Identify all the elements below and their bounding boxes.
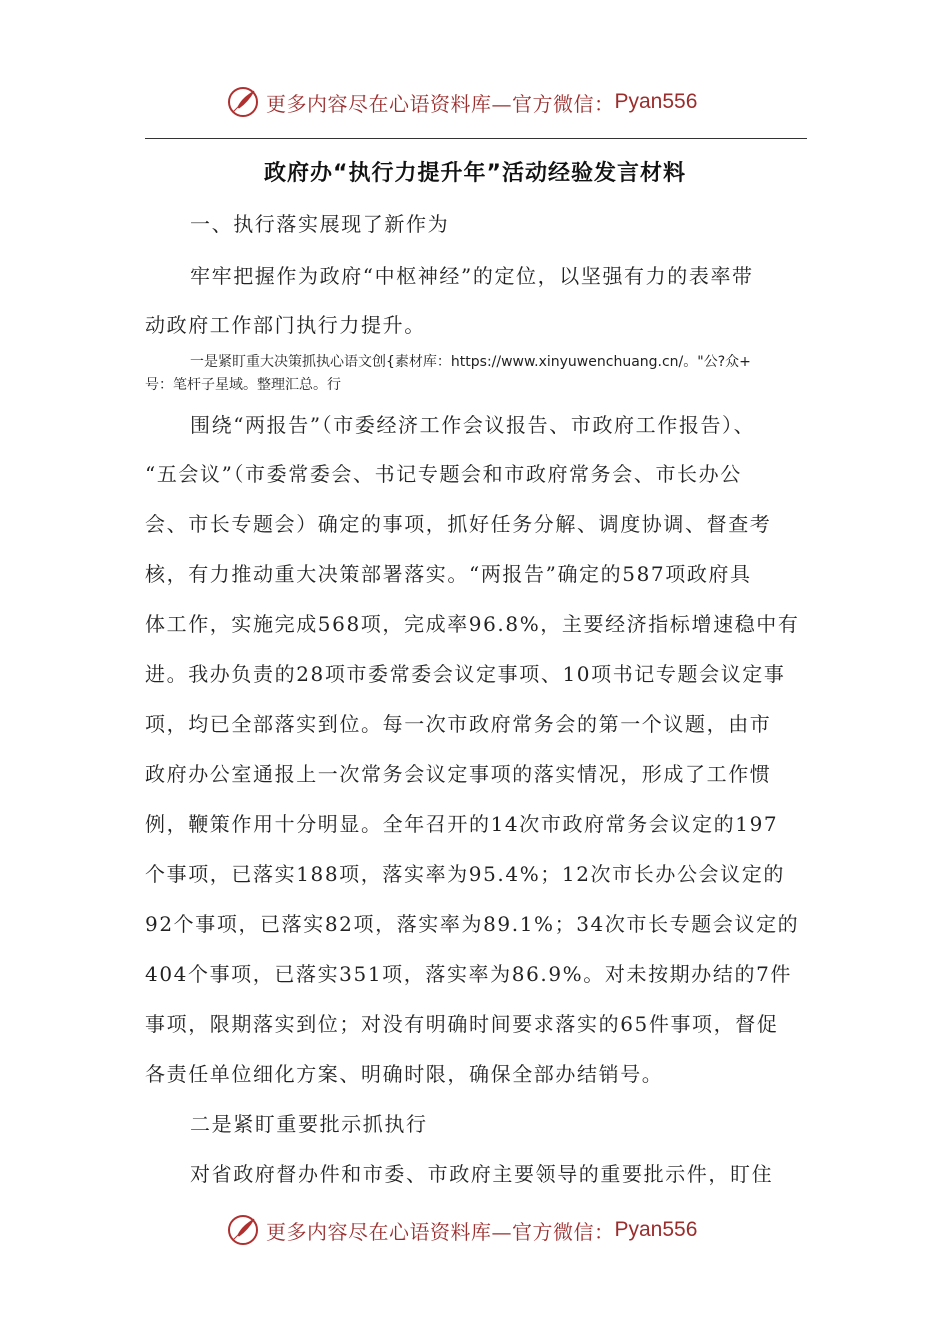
banner-wechat-id: Pyan556 <box>614 90 698 113</box>
body-line: 92个事项，已落实82项，落实率为89.1%；34次市长专题会议定的 <box>145 912 800 936</box>
body-line: 事项，限期落实到位；对没有明确时间要求落实的65件事项，督促 <box>145 1012 779 1036</box>
subsection-heading: 二是紧盯重要批示抓执行 <box>190 1112 428 1136</box>
body-line: 例，鞭策作用十分明显。全年召开的14次市政府常务会议定的197 <box>145 812 779 836</box>
body-line: 会、市长专题会）确定的事项，抓好任务分解、调度协调、督查考 <box>145 512 772 536</box>
document-title: 政府办“执行力提升年”活动经验发言材料 <box>264 161 686 186</box>
body-line: 项，均已全部落实到位。每一次市政府常务会的第一个议题，由市 <box>145 712 772 736</box>
body-line: 各责任单位细化方案、明确时限，确保全部办结销号。 <box>145 1062 664 1086</box>
body-line: 牢牢把握作为政府“中枢神经”的定位，以坚强有力的表率带 <box>190 264 754 288</box>
banner-text: 更多内容尽在心语资料库—官方微信： <box>266 1219 615 1244</box>
body-line: 体工作，实施完成568项，完成率96.8%，主要经济指标增速稳中有 <box>145 612 800 636</box>
body-line: 动政府工作部门执行力提升。 <box>145 313 426 337</box>
footer-banner <box>226 1210 697 1250</box>
body-line: 个事项，已落实188项，落实率为95.4%；12次市长办公会议定的 <box>145 862 785 886</box>
quill-logo-icon <box>226 1213 260 1247</box>
inserted-note-line: 号：笔杆子星域。整理汇总。行 <box>145 377 341 393</box>
body-line: “五会议”（市委常委会、书记专题会和市政府常务会、市长办公 <box>145 462 742 486</box>
body-line: 核，有力推动重大决策部署落实。“两报告”确定的587项政府具 <box>145 562 752 586</box>
header-divider <box>145 138 807 139</box>
body-line: 404个事项，已落实351项，落实率为86.9%。对未按期办结的7件 <box>145 962 793 986</box>
section-heading: 一、执行落实展现了新作为 <box>190 212 450 236</box>
body-line: 政府办公室通报上一次常务会议定事项的落实情况，形成了工作惯 <box>145 762 772 786</box>
body-line: 对省政府督办件和市委、市政府主要领导的重要批示件，盯住 <box>190 1162 774 1186</box>
body-line: 围绕“两报告”（市委经济工作会议报告、市政府工作报告）、 <box>190 413 756 437</box>
banner-wechat-id: Pyan556 <box>614 1218 698 1241</box>
header-banner <box>226 82 697 122</box>
quill-logo-icon <box>226 85 260 119</box>
inserted-note-line: 一是紧盯重大决策抓执心语文创{素材库：https://www.xinyuwenchuang.cn/。"公?众+ <box>190 354 751 370</box>
body-line: 进。我办负责的28项市委常委会议定事项、10项书记专题会议定事 <box>145 662 786 686</box>
banner-text: 更多内容尽在心语资料库—官方微信： <box>266 91 615 116</box>
